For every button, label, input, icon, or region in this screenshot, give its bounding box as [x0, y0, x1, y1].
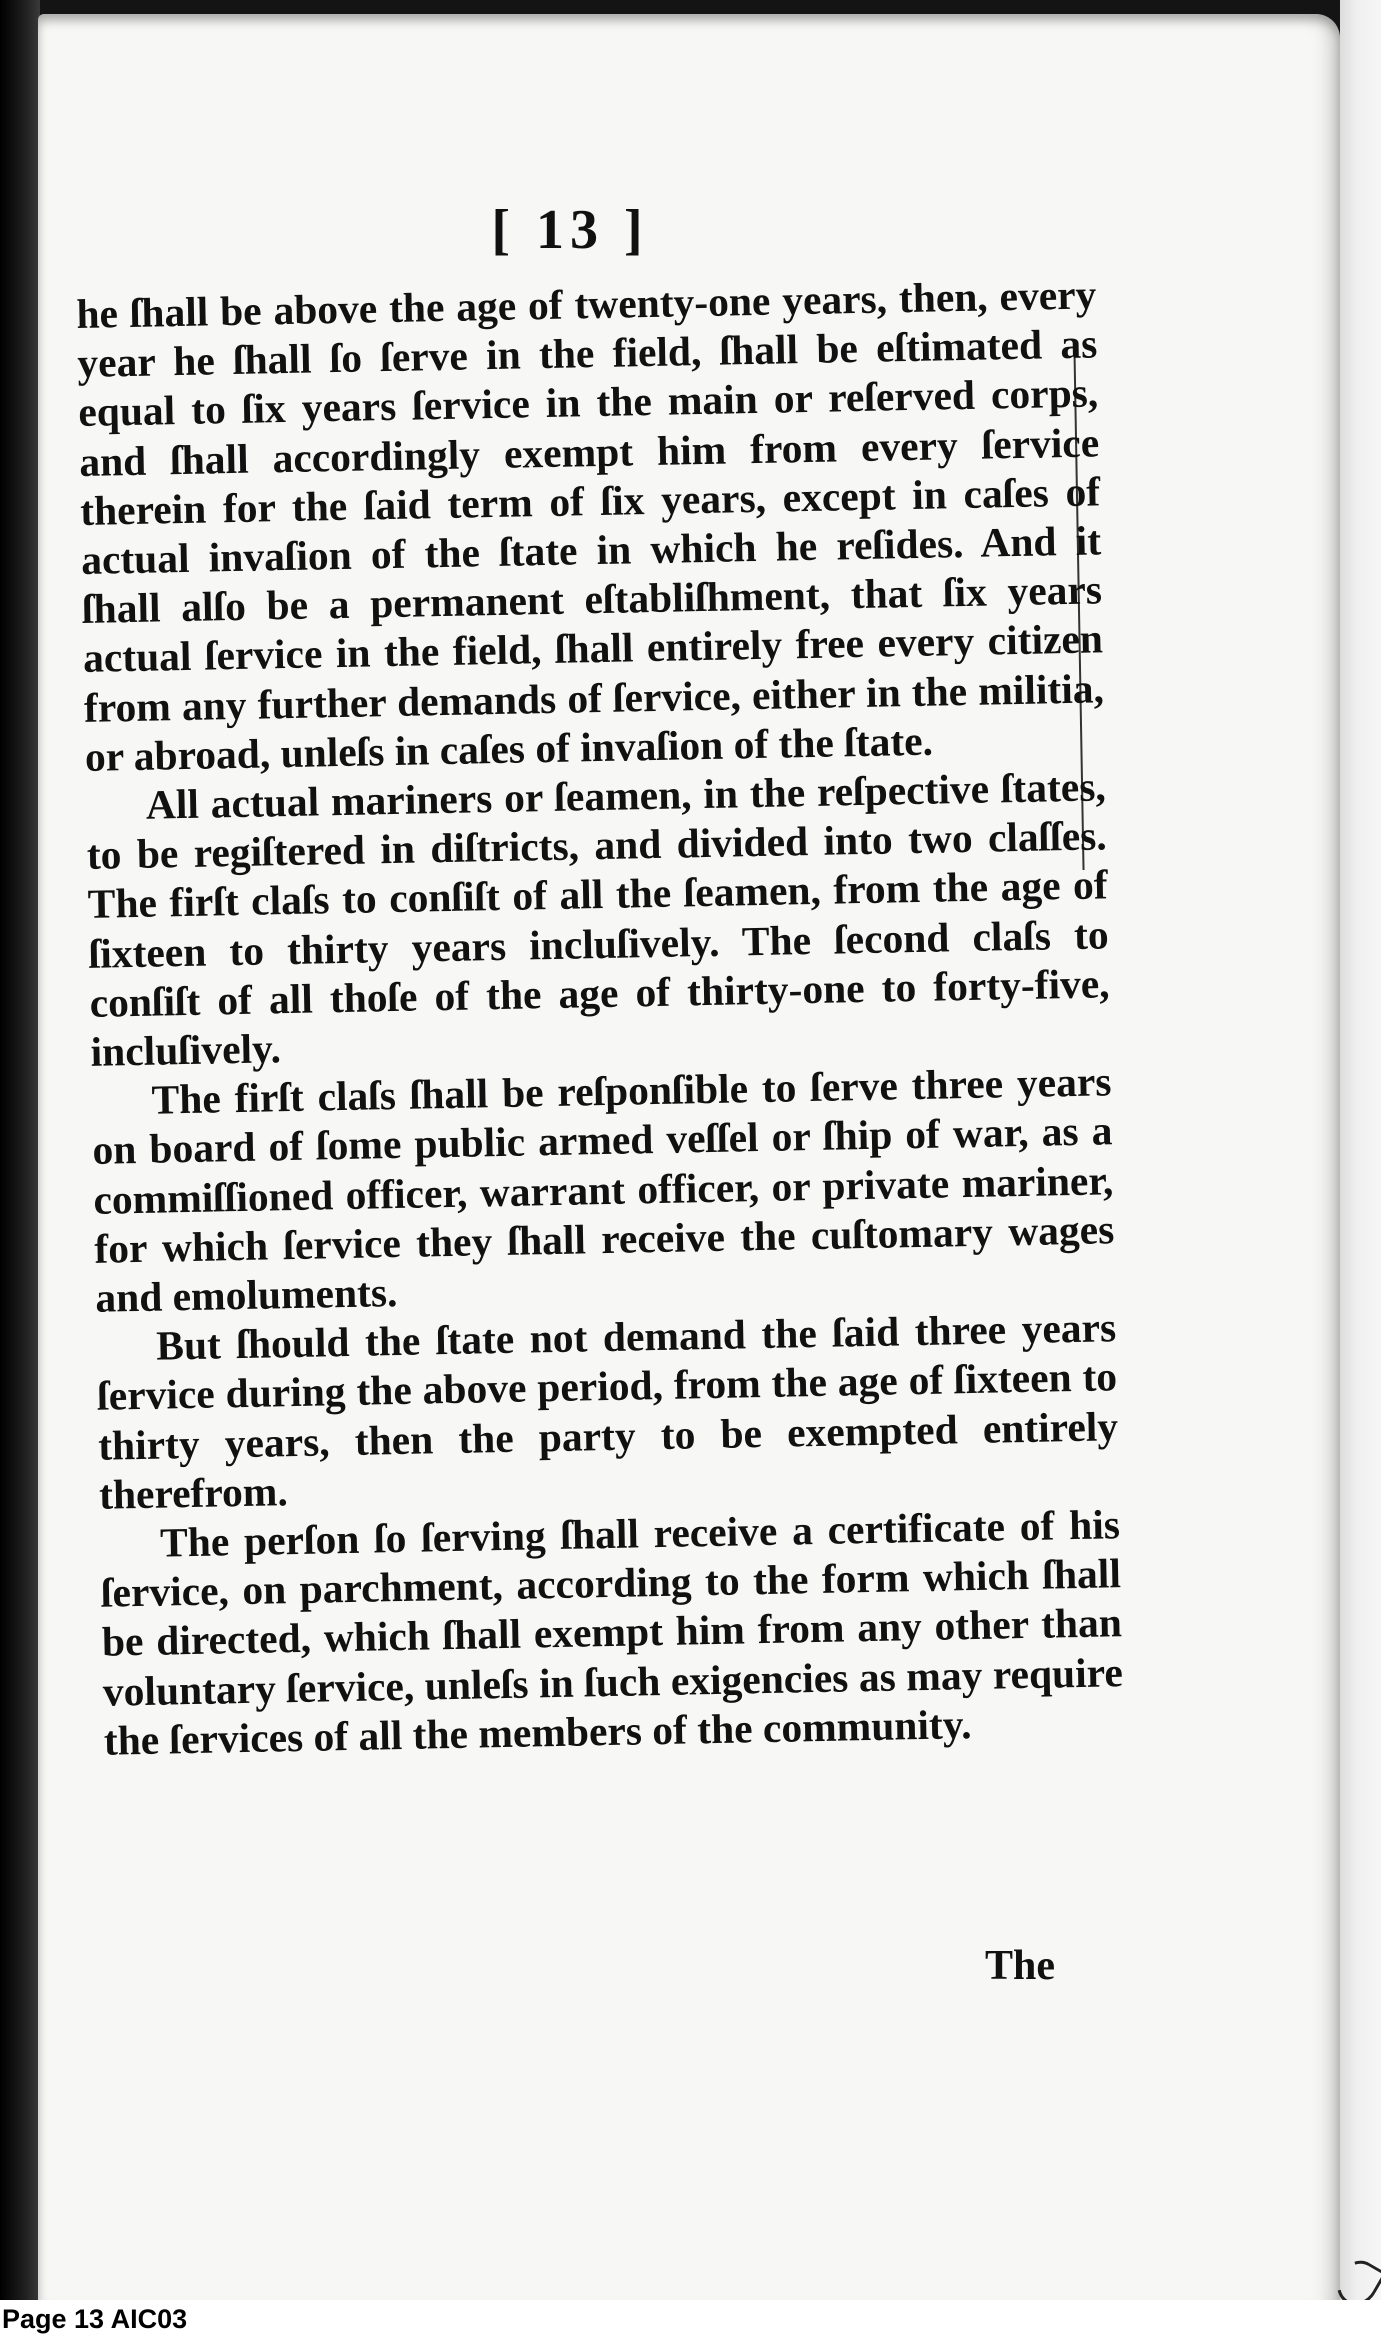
paragraph-5: The perſon ſo ſerving ſhall receive a certificate of his ſervice, on parchment, according to the form which ſhall be directed, which ſhall exempt him from any other than voluntary ſervice, unleſs in ſuch exigencies as may require the ſervices of all the members of the community.: [100, 1501, 1124, 1764]
paragraph-4: But ſhould the ſtate not demand the ſaid three years ſervice during the above period, from the age of ſixteen to thirty years, then the party to be exempted entirely therefrom.: [96, 1304, 1119, 1518]
body-text: [76, 270, 1124, 1765]
paragraph-1: he ſhall be above the age of twenty-one years, then, every year he ſhall ſo ſerve in the field, ſhall be eſtimated as equal to ſix years ſervice in the main or reſerved corps, and ſhall accordingly exempt him from every ſervice therein for the ſaid term of ſix years, except in caſes of actual invaſion of the ſtate in which he reſides. And it ſhall alſo be a permanent eſtabliſhment, that ſix years actual ſervice in the field, ſhall entirely free every citizen from any further demands of ſervice, either in the militia, or abroad, unleſs in caſes of invaſion of the ſtate.: [76, 271, 1105, 780]
book-binding-edge: [0, 0, 40, 2334]
paragraph-2: All actual mariners or ſeamen, in the reſpective ſtates, to be regiſtered in diſtricts, and divided into two claſſes. The firſt claſs to conſiſt of all the ſeamen, from the age of ſixteen to thirty years incluſively. The ſecond claſs to conſiſt of all thoſe of the age of thirty-one to forty-five, incluſively.: [86, 763, 1110, 1075]
paragraph-3: The firſt claſs ſhall be reſponſible to ſerve three years on board of ſome public armed veſſel or ſhip of war, as a commiſſioned officer, warrant officer, or private mariner, for which ſervice they ſhall receive the cuſtomary wages and emoluments.: [92, 1058, 1115, 1321]
catchword: The: [985, 1943, 1056, 1989]
footer-page-label: Page 13 AIC03: [2, 2304, 188, 2334]
page-number-header: [ 13 ]: [491, 199, 649, 261]
facing-page-edge: [1340, 0, 1381, 2334]
footer-strip: [0, 2300, 1381, 2334]
